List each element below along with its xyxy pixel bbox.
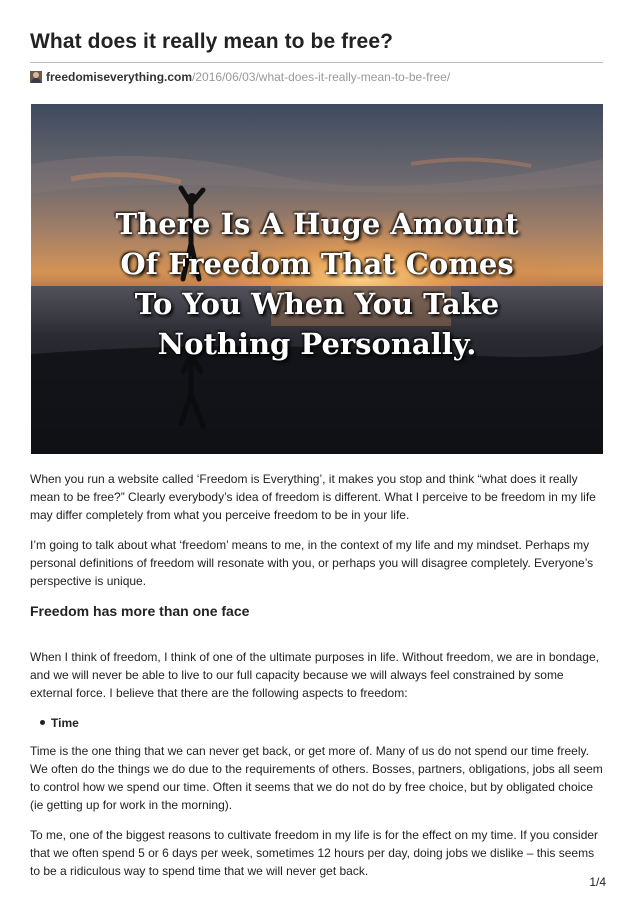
article-path: /2016/06/03/what-does-it-really-mean-to-be-free/ <box>192 70 451 84</box>
bullet-item <box>30 714 604 732</box>
section-spacer <box>30 620 604 648</box>
title-divider <box>30 62 603 63</box>
site-name-link[interactable]: freedomiseverything.com <box>46 70 193 84</box>
hero-quote-line: To You When You Take <box>134 287 500 321</box>
hero-quote-line: Of Freedom That Comes <box>120 247 514 281</box>
article-byline <box>30 70 450 84</box>
hero-quote-line: Nothing Personally. <box>157 327 477 361</box>
page-number: 1/4 <box>589 875 606 889</box>
hero-quote-line: There Is A Huge Amount <box>115 207 519 241</box>
section-paragraph: When I think of freedom, I think of one of the ultimate purposes in life. Without freedom, we are in bondage, and we will never be able to live to our full capacity because we will always feel constrained by some external force. I believe that there are the following aspects to freedom: <box>30 650 599 700</box>
time-paragraph: To me, one of the biggest reasons to cultivate freedom in my life is for the effect on my time. If you consider that we often spend 5 or 6 days per week, sometimes 12 hours per day, doing jobs we dislike – this seems to be a ridiculous way to spend time that we will never get back. <box>30 828 599 878</box>
bullet-label: Time <box>51 716 79 730</box>
time-paragraph: Time is the one thing that we can never get back, or get more of. Many of us do not spend our time freely. We often do the things we do due to the requirements of others. Bosses, partners, obligations, jobs all seem to control how we spend our time. Often it seems that we do not do by free choice, but by obligated choice (ie getting up for work in the morning). <box>30 744 603 812</box>
bullet-dot-icon <box>40 720 45 725</box>
article-body <box>30 470 604 892</box>
section-heading: Freedom has more than one face <box>30 603 250 619</box>
author-avatar-icon <box>30 71 42 83</box>
intro-paragraph: I’m going to talk about what ‘freedom’ means to me, in the context of my life and my mindset. Perhaps my personal definitions of freedom will resonate with you, or perhaps you will disagree completely. Everyone’s perspective is unique. <box>30 538 594 588</box>
article-title: What does it really mean to be free? <box>30 30 394 53</box>
hero-image <box>31 104 603 454</box>
intro-paragraph: When you run a website called ‘Freedom is Everything’, it makes you stop and think “what does it really mean to be free?” Clearly everybody’s idea of freedom is different. What I perceive to be freedom in my life may differ completely from what you perceive freedom to be in your life. <box>30 472 596 522</box>
hero-quote <box>61 204 573 364</box>
